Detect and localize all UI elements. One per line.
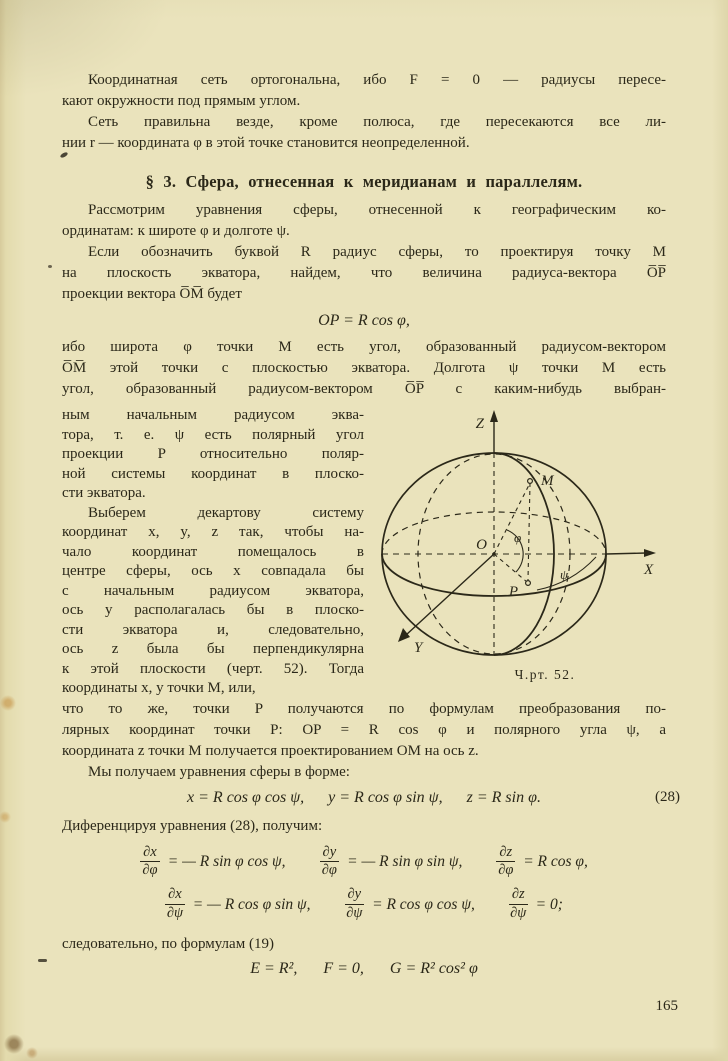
paragraph (62, 337, 666, 400)
text-line: что то же, точки P получаются по формулам преобразования по- (62, 700, 666, 717)
fraction (345, 887, 365, 922)
equation-28-z: z = R sin φ. (466, 788, 541, 806)
partial-derivative (140, 845, 285, 880)
equation-28 (62, 788, 680, 807)
text-line: координаты x, y точки M, или, (62, 680, 256, 696)
point-o-marker (492, 552, 495, 555)
fraction-denominator: ∂φ (321, 862, 337, 879)
fraction-denominator: ∂ψ (166, 905, 183, 922)
derivative-rhs: = — R sin φ sin ψ, (347, 852, 463, 870)
y-axis-arrow (398, 628, 410, 642)
fraction-numerator: ∂y (320, 845, 340, 863)
figure-caption: Ч.рт. 52. (514, 667, 576, 682)
phi-angle-label: φ (514, 530, 522, 545)
text-line: сти экватора и, следовательно, (62, 621, 364, 638)
text-line: ным начальным радиусом эква- (62, 407, 364, 423)
partial-derivative (320, 845, 463, 880)
fraction-numerator: ∂z (496, 845, 515, 863)
sphere-diagram (380, 406, 710, 668)
fraction-denominator: ∂ψ (346, 905, 363, 922)
psi-angle-label: ψ (560, 567, 569, 582)
derivative-rhs: = — R cos φ sin ψ, (192, 895, 311, 913)
fraction (496, 845, 515, 880)
equation-number: (28) (655, 788, 680, 805)
text-line: кают окружности под прямым углом. (62, 93, 301, 109)
scan-speck (48, 265, 52, 268)
text-line: ординатам: к широте φ и долготе ψ. (62, 223, 290, 239)
equation-28-x: x = R cos φ cos ψ, (187, 788, 305, 806)
paragraph (62, 112, 666, 154)
text-line: центре сферы, ось x совпадала бы (62, 563, 364, 579)
text-line: Рассмотрим уравнения сферы, отнесенной к географическим ко- (88, 202, 666, 218)
fraction-denominator: ∂ψ (510, 905, 527, 922)
point-m-marker (528, 479, 533, 484)
z-axis-label: Z (475, 416, 484, 432)
equation-op: OP = R cos φ, (318, 312, 410, 329)
text-line: Если обозначить буквой R радиус сферы, то проектируя точку M (88, 244, 666, 260)
text-line: ной системы координат в плоско- (62, 465, 364, 482)
text-line: с начальным радиусом экватора, (62, 582, 364, 599)
fraction-denominator: ∂φ (142, 862, 158, 879)
paragraph (62, 200, 666, 242)
y-axis-label: Y (414, 640, 423, 656)
text-line: проекции P относительно поляр- (62, 446, 364, 462)
scan-speck (38, 959, 47, 962)
text-line: Мы получаем уравнения сферы в форме: (88, 763, 350, 780)
text-line: проекции вектора O̅M̅ будет (62, 286, 242, 302)
fraction-numerator: ∂x (140, 845, 160, 863)
partial-derivative (165, 887, 310, 922)
text-line: координат x, y, z так, чтобы на- (62, 524, 364, 540)
text-line: O̅M̅ этой точки с плоскостью экватора. Долгота ψ точки M есть (62, 360, 666, 376)
x-axis-label: X (644, 562, 654, 578)
text-line: Сеть правильна везде, кроме полюса, где пересекаются все ли- (88, 114, 666, 130)
y-axis (406, 554, 494, 635)
text-line: Выберем декартову систему (88, 504, 364, 521)
point-m-label: M (541, 473, 554, 489)
equation-efg (62, 960, 666, 978)
text-line: ось y располагалась бы в плоско- (62, 602, 364, 618)
fraction (140, 845, 160, 880)
mp-segment (528, 483, 530, 580)
text-line: ось z была бы перпендикулярна (62, 641, 364, 657)
fraction (320, 845, 340, 880)
derivative-rhs: = 0; (535, 895, 563, 913)
fraction-denominator: ∂φ (498, 862, 514, 879)
text-line: сти экватора. (62, 485, 146, 501)
two-column-section (62, 406, 710, 699)
text-line: тора, т. е. ψ есть полярный угол (62, 426, 364, 443)
fraction-numerator: ∂x (165, 887, 185, 905)
partial-derivative (509, 887, 563, 922)
derivative-rhs: = R cos φ cos ψ, (372, 895, 475, 913)
x-axis-arrow (644, 549, 656, 557)
derivative-row-2 (62, 887, 666, 922)
figure-block (380, 406, 710, 683)
fraction (509, 887, 528, 922)
point-p-label: P (508, 584, 518, 600)
equation-f: F = 0, (323, 960, 364, 978)
text-line: к этой плоскости (черт. 52). Тогда (62, 660, 364, 677)
fraction-numerator: ∂z (509, 887, 528, 905)
fraction (165, 887, 185, 922)
paragraph (62, 699, 666, 783)
op-segment (494, 554, 527, 582)
page-number: 165 (655, 998, 678, 1014)
fraction-numerator: ∂y (345, 887, 365, 905)
z-axis-arrow (490, 410, 498, 422)
text-line: Диференцируя уравнения (28), получим: (62, 817, 323, 834)
text-line: чало координат помещалось в (62, 543, 364, 560)
derivative-rhs: = R cos φ, (523, 852, 588, 870)
x-axis (606, 553, 646, 554)
equation-g: G = R² cos² φ (389, 960, 478, 978)
equation-e: E = R², (250, 960, 298, 978)
paragraph (62, 242, 666, 305)
section-heading: § 3. Сфера, отнесенная к меридианам и параллелям. (145, 172, 583, 191)
text-line: координата z точки M получается проектированием OM на ось z. (62, 742, 479, 759)
equation-28-y: y = R cos φ sin ψ, (328, 788, 443, 806)
text-line: лярных координат точки P: OP = R cos φ и полярного угла ψ, а (62, 721, 666, 738)
partial-derivative (496, 845, 587, 880)
text-line: нии r — координата φ в этой точке становится неопределенной. (62, 135, 470, 151)
derivative-rhs: = — R sin φ cos ψ, (167, 852, 286, 870)
point-o-label: O (476, 537, 487, 553)
derivative-row-1 (62, 845, 666, 880)
om-segment (494, 483, 530, 554)
text-line: следовательно, по формулам (19) (62, 936, 274, 953)
point-p-marker (526, 581, 531, 586)
page-content (62, 70, 680, 978)
text-line: ибо широта φ точки M есть угол, образованный радиусом-вектором (62, 339, 666, 355)
text-line: Координатная сеть ортогональна, ибо F = 0 — радиусы пересе- (88, 72, 666, 88)
text-line: на плоскость экватора, найдем, что величина радиуса-вектора O̅P̅ (62, 265, 666, 281)
partial-derivative (345, 887, 475, 922)
left-column-text (62, 406, 364, 699)
paragraph (62, 70, 666, 112)
text-line: угол, образованный радиусом-вектором O̅P̅ с каким-нибудь выбран- (62, 381, 666, 397)
